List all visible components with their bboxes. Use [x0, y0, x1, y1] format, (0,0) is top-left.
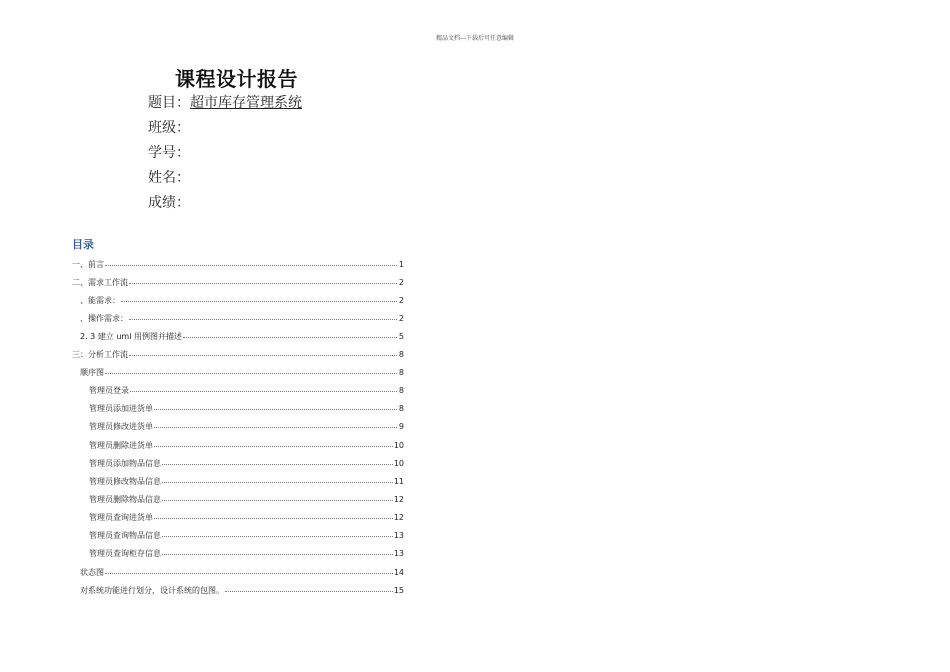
toc-leader: [162, 482, 393, 483]
toc-entry[interactable]: [80, 331, 404, 343]
toc-leader: [154, 427, 397, 428]
toc-entry[interactable]: [89, 440, 404, 452]
toc-leader: [105, 265, 397, 266]
toc-entry-text: 管理员添加物品信息: [89, 459, 161, 468]
toc-entry-text: 状态图: [80, 568, 104, 577]
toc-entry-page: 1: [398, 260, 404, 269]
toc-entry-page: 12: [393, 513, 404, 522]
field-grade: [148, 192, 190, 212]
toc-entry-text: 顺序图: [80, 368, 104, 377]
toc-entry-page: 2: [398, 296, 404, 305]
toc-entry-text: 管理员查询进货单: [89, 513, 153, 522]
header-note: 精品文档---下载后可任意编辑: [435, 35, 515, 42]
toc-entry[interactable]: [72, 259, 404, 271]
toc-entry-text: 管理员删除进货单: [89, 441, 153, 450]
toc-entry[interactable]: [72, 277, 404, 289]
toc-entry[interactable]: [80, 585, 404, 597]
toc-leader: [225, 591, 393, 592]
toc-entry[interactable]: [80, 295, 404, 307]
toc-entry-page: 11: [393, 477, 404, 486]
toc-leader: [129, 355, 397, 356]
toc-entry-text: 管理员修改进货单: [89, 422, 153, 431]
toc-entry-page: 15: [393, 586, 404, 595]
toc-entry[interactable]: [89, 458, 404, 470]
field-name-label: 姓名：: [148, 170, 190, 186]
toc-entry-page: 13: [393, 549, 404, 558]
toc-entry[interactable]: [72, 349, 404, 361]
toc-leader: [129, 283, 397, 284]
toc-leader: [154, 446, 393, 447]
toc-entry-page: 8: [398, 404, 404, 413]
toc-leader: [162, 464, 393, 465]
field-topic-value: 超市库存管理系统: [190, 95, 302, 111]
toc-leader: [162, 500, 393, 501]
toc-entry-text: 、操作需求：: [80, 314, 128, 323]
toc-entry[interactable]: [89, 512, 404, 524]
toc-entry-text: 管理员删除物品信息: [89, 495, 161, 504]
field-name: [148, 167, 190, 187]
toc-entry[interactable]: [89, 548, 404, 560]
toc-leader: [162, 536, 393, 537]
toc-entry-text: 管理员查询物品信息: [89, 531, 161, 540]
toc-entry-text: 2. 3 建立 uml 用例图并描述: [80, 332, 182, 341]
toc-entry[interactable]: [89, 385, 404, 397]
field-student-id-label: 学号：: [148, 145, 190, 161]
toc-entry[interactable]: [80, 567, 404, 579]
toc-entry-page: 12: [393, 495, 404, 504]
toc-entry-page: 8: [398, 350, 404, 359]
toc-entry[interactable]: [80, 367, 404, 379]
toc-entry-page: 10: [393, 459, 404, 468]
toc-entry-page: 5: [398, 332, 404, 341]
toc-leader: [129, 319, 397, 320]
field-class: [148, 117, 190, 137]
toc-entry-page: 2: [398, 314, 404, 323]
toc-leader: [121, 301, 397, 302]
toc-heading: 目录: [72, 238, 94, 251]
toc-entry[interactable]: [89, 494, 404, 506]
toc-leader: [105, 373, 397, 374]
toc-entry[interactable]: [89, 403, 404, 415]
toc-entry-page: 8: [398, 386, 404, 395]
toc-leader: [130, 391, 397, 392]
toc-entry-page: 13: [393, 531, 404, 540]
toc-entry-page: 9: [398, 422, 404, 431]
toc-entry-text: 二、需求工作流: [72, 278, 128, 287]
toc-entry-text: 管理员修改物品信息: [89, 477, 161, 486]
toc-leader: [105, 573, 393, 574]
toc-leader: [183, 337, 397, 338]
toc-entry-text: 、能需求：: [80, 296, 120, 305]
toc-entry[interactable]: [80, 313, 404, 325]
toc-leader: [154, 518, 393, 519]
field-topic-label: 题目：: [148, 95, 190, 111]
toc-entry[interactable]: [89, 530, 404, 542]
field-student-id: [148, 142, 190, 162]
toc-entry-page: 14: [393, 568, 404, 577]
toc-entry-page: 2: [398, 278, 404, 287]
toc-entry-text: 对系统功能进行划分，设计系统的包图。: [80, 586, 224, 595]
field-topic: [148, 92, 302, 112]
toc-leader: [154, 409, 397, 410]
toc-entry-text: 三：分析工作流: [72, 350, 128, 359]
field-grade-label: 成绩：: [148, 195, 190, 211]
toc-entry-text: 一、前言: [72, 260, 104, 269]
report-title: 课程设计报告: [175, 67, 298, 91]
toc-entry-text: 管理员查询柜存信息: [89, 549, 161, 558]
toc-entry[interactable]: [89, 421, 404, 433]
toc-entry[interactable]: [89, 476, 404, 488]
toc-entry-page: 10: [393, 441, 404, 450]
toc-entry-text: 管理员登录: [89, 386, 129, 395]
toc-entry-text: 管理员添加进货单: [89, 404, 153, 413]
toc-entry-page: 8: [398, 368, 404, 377]
toc-leader: [162, 554, 393, 555]
field-class-label: 班级：: [148, 120, 190, 136]
